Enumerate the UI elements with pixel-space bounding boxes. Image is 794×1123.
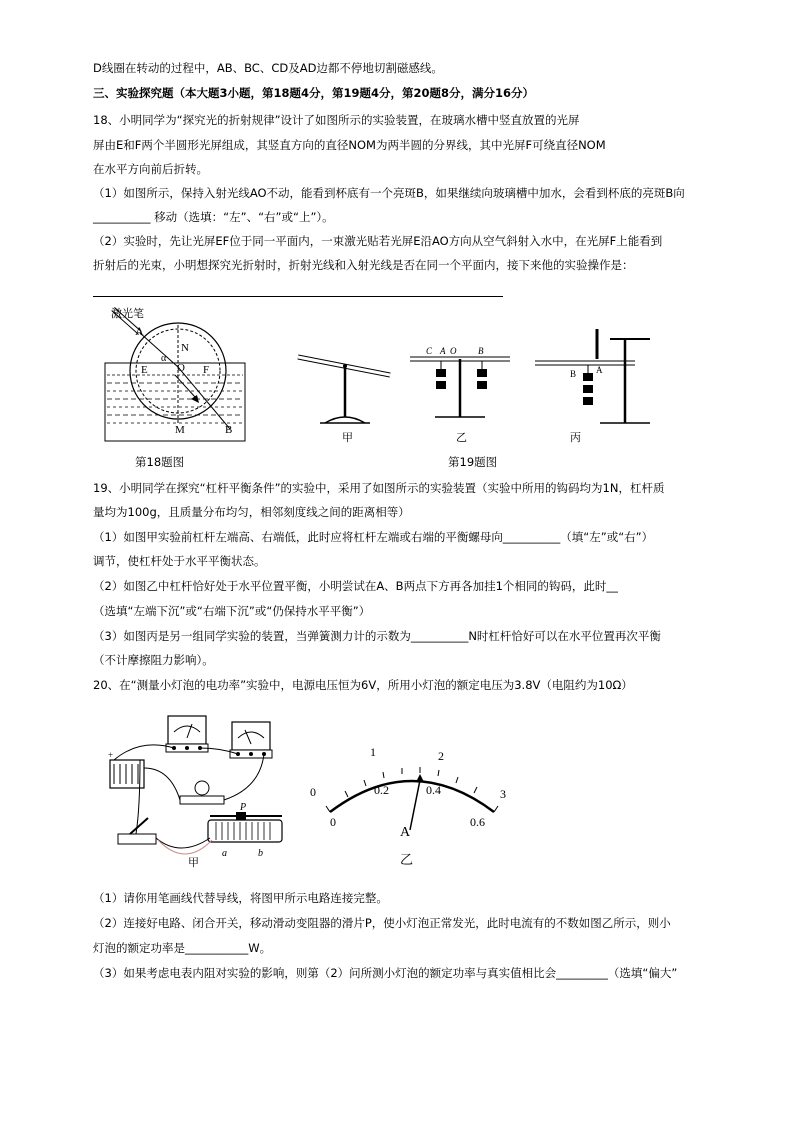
- meter-unit: A: [400, 825, 411, 840]
- q19-part3-cont: （不计摩擦阻力影响）。: [93, 653, 214, 667]
- label-circuit-jia: 甲: [188, 856, 199, 868]
- label-O: O: [177, 362, 185, 374]
- figure-19-caption: 第19题图: [448, 455, 498, 469]
- label-a: a: [222, 848, 227, 859]
- q18-stem-1: 18、小明同学为“探究光的折射规律”设计了如图所示的实验装置，在玻璃水槽中竖直放置的光屏: [93, 113, 580, 127]
- figure-20-circuit: [100, 708, 310, 868]
- q18-stem-2: 屏由E和F两个半圆形光屏组成，其竖直方向的直径NOM为两半圆的分界线，其中光屏F可绕直径NOM: [93, 138, 606, 152]
- label-bing: 丙: [570, 431, 581, 444]
- label-B: B: [225, 424, 233, 436]
- label-F: F: [203, 364, 210, 376]
- label-E: E: [141, 364, 148, 376]
- q20-part3: （3）如果考虑电表内阻对实验的影响，则第（2）问所测小灯泡的额定功率与真实值相比会_________（选填“偏大”: [93, 966, 678, 980]
- label-N: N: [181, 342, 189, 354]
- q18-part1-blank: __________ 移动（选填：“左”、“右”或“上”）。: [93, 210, 334, 224]
- q19-part2: （2）如图乙中杠杆恰好处于水平位置平衡，小明尝试在A、B两点下方再各加挂1个相同的钩码，此时__: [93, 579, 618, 593]
- label-yi-dial: 乙: [400, 853, 414, 868]
- label-yi: 乙: [456, 431, 467, 444]
- label-b: b: [258, 848, 263, 859]
- bing-label-A: A: [596, 365, 603, 375]
- q18-part2-cont: 折射后的光束，小明想探究光折射时，折射光线和入射光线是否在同一个平面内，接下来他的实验操作是：: [93, 258, 634, 272]
- figure-18: [95, 305, 255, 447]
- lever-bing: [535, 329, 650, 423]
- figure-20-ammeter-dial: [300, 740, 530, 870]
- label-B19: B: [478, 346, 484, 356]
- q19-stem-2: 量均为100g，且质量分布均匀，相邻刻度线之间的距离相等）: [93, 505, 410, 519]
- outer-scale-3: 3: [500, 787, 506, 801]
- inner-scale-0: 0: [330, 815, 336, 829]
- q19-part1: （1）如图甲实验前杠杆左端高、右端低，此时应将杠杆左端或右端的平衡螺母向__________（填“左”或“右”）: [93, 530, 654, 544]
- q19-part3: （3）如图丙是另一组同学实验的装置，当弹簧测力计的示数为__________N时杠杆恰好可以在水平位置再次平衡: [93, 629, 661, 643]
- label-alpha: α: [161, 353, 167, 364]
- inner-scale-0.6: 0.6: [470, 815, 485, 829]
- label-M: M: [175, 424, 185, 436]
- label-A: A: [135, 324, 144, 338]
- laser-label: 激光笔: [111, 307, 144, 320]
- q19-stem-1: 19、小明同学在探究“杠杆平衡条件”的实验中，采用了如图所示的实验装置（实验中所用的钩码均为1N，杠杆质: [93, 481, 665, 495]
- lever-jia: [298, 357, 390, 423]
- q20-part2-cont: 灯泡的额定功率是___________W。: [93, 941, 272, 955]
- bing-label-B: B: [570, 369, 577, 379]
- q18-part2: （2）实验时，先让光屏EF位于同一平面内，一束激光贴若光屏E沿AO方向从空气斜射入水中，在光屏F上能看到: [93, 234, 663, 248]
- figure-18-caption: 第18题图: [135, 455, 185, 469]
- svg-text:+: +: [108, 750, 114, 760]
- lever-yi: [410, 359, 510, 417]
- label-C: C: [426, 346, 433, 356]
- q20-stem: 20、在“测量小灯泡的电功率”实验中，电源电压恒为6V，所用小灯泡的额定电压为3.8V（电阻约为10Ω）: [93, 678, 633, 692]
- figure-19: [290, 325, 660, 450]
- label-P: P: [240, 802, 247, 813]
- outer-scale-1: 1: [370, 745, 376, 759]
- q20-part2: （2）连接好电路、闭合开关，移动滑动变阻器的滑片P，使小灯泡正常发光，此时电流有的不数如图乙所示，则小: [93, 916, 671, 930]
- q18-part1: （1）如图所示，保持入射光线AO不动，能看到杯底有一个亮斑B，如果继续向玻璃槽中加水，会看到杯底的亮斑B向: [93, 186, 685, 200]
- q20-part1: （1）请你用笔画线代替导线，将图甲所示电路连接完整。: [93, 891, 388, 905]
- inner-scale-0.4: 0.4: [426, 783, 441, 797]
- q19-part2-cont: （选填“左端下沉”或“右端下沉”或“仍保持水平平衡”）: [93, 604, 371, 618]
- section-heading: 三、实验探究题（本大题3小题，第18题4分，第19题4分，第20题8分，满分16分）: [93, 86, 535, 100]
- label-A19: A: [440, 346, 446, 356]
- q19-part1-cont: 调节，使杠杆处于水平平衡状态。: [93, 554, 266, 568]
- outer-scale-2: 2: [438, 749, 444, 763]
- label-O19: O: [450, 346, 457, 356]
- intro-line: D线圈在转动的过程中，AB、BC、CD及AD边都不停地切割磁感线。: [93, 61, 443, 75]
- outer-scale-0: 0: [310, 785, 316, 799]
- inner-scale-0.2: 0.2: [374, 783, 389, 797]
- label-jia: 甲: [342, 431, 353, 444]
- answer-line: [93, 296, 503, 297]
- q18-stem-3: 在水平方向前后折转。: [93, 162, 208, 176]
